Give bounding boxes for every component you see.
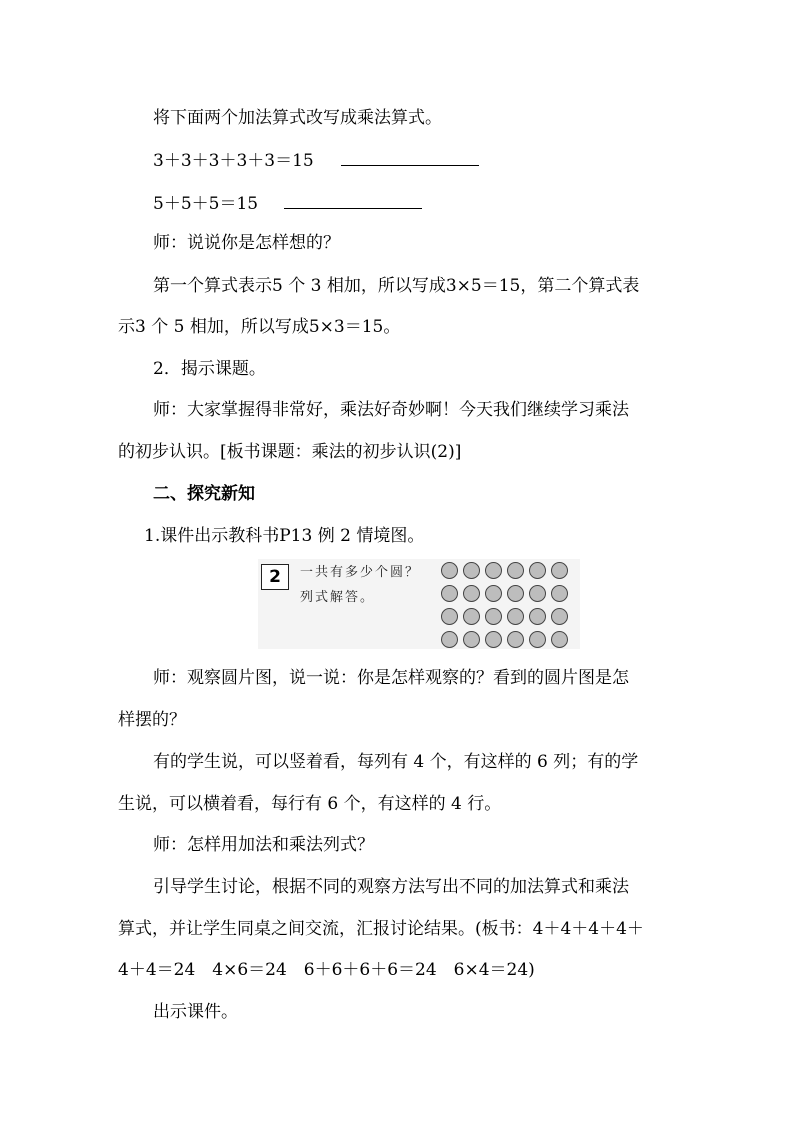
figure-number: 2 <box>261 564 289 590</box>
line-student-2: 生说，可以横着看，每行有 6 个，有这样的 4 行。 <box>118 794 502 814</box>
example-figure <box>258 559 580 649</box>
circle-dot <box>485 608 502 625</box>
equation-row-1 <box>153 149 479 172</box>
circle-dot <box>551 562 568 579</box>
answer-blank-2 <box>284 192 422 209</box>
answer-blank-1 <box>341 149 479 166</box>
line-observe-2: 样摆的？ <box>118 710 186 730</box>
circle-dot <box>507 585 524 602</box>
circle-dot <box>485 585 502 602</box>
circle-dot <box>485 631 502 648</box>
circle-dot <box>463 585 480 602</box>
line-guide-2: 算式，并让学生同桌之间交流，汇报讨论结果。(板书：4＋4＋4＋4＋ <box>118 919 644 939</box>
circle-dot <box>441 562 458 579</box>
line-explanation-2: 示3 个 5 相加，所以写成5×3＝15。 <box>118 317 401 337</box>
line-courseware: 1.课件出示教科书P13 例 2 情境图。 <box>144 526 425 546</box>
figure-question: 一共有多少个圆？ <box>300 565 421 580</box>
circle-dot <box>529 631 546 648</box>
line-observe-1: 师：观察圆片图，说一说：你是怎样观察的？看到的圆片图是怎 <box>153 668 629 688</box>
line-explanation-1: 第一个算式表示5 个 3 相加，所以写成3×5＝15，第二个算式表 <box>153 276 640 296</box>
line-teacher-praise-2: 的初步认识。[板书课题：乘法的初步认识(2)] <box>118 442 462 462</box>
circle-dot <box>551 631 568 648</box>
equation-row-2 <box>153 192 422 215</box>
line-show-courseware: 出示课件。 <box>153 1002 238 1022</box>
circle-dot <box>441 608 458 625</box>
line-teacher-how: 师：怎样用加法和乘法列式？ <box>153 835 374 855</box>
circle-dot <box>463 631 480 648</box>
equation-2: 5＋5＋5＝15 <box>153 194 259 214</box>
line-instruction: 将下面两个加法算式改写成乘法算式。 <box>153 108 442 128</box>
circle-dot <box>551 608 568 625</box>
line-teacher-praise-1: 师：大家掌握得非常好，乘法好奇妙啊！今天我们继续学习乘法 <box>153 400 629 420</box>
line-reveal-topic: 2．揭示课题。 <box>153 359 266 379</box>
circle-dot <box>507 631 524 648</box>
equation-1: 3＋3＋3＋3＋3＝15 <box>153 151 314 171</box>
line-student-1: 有的学生说，可以竖着看，每列有 4 个，有这样的 6 列；有的学 <box>153 752 639 772</box>
circle-dot <box>463 562 480 579</box>
circle-dot <box>507 562 524 579</box>
circle-dot <box>529 608 546 625</box>
circle-dot <box>463 608 480 625</box>
line-guide-1: 引导学生讨论，根据不同的观察方法写出不同的加法算式和乘法 <box>153 877 629 897</box>
section-heading: 二、探究新知 <box>153 484 255 504</box>
line-guide-3: 4＋4＝24 4×6＝24 6＋6＋6＋6＝24 6×4＝24) <box>118 960 535 980</box>
circle-grid <box>441 562 568 648</box>
circle-dot <box>507 608 524 625</box>
circle-dot <box>529 585 546 602</box>
line-teacher-question: 师：说说你是怎样想的？ <box>153 233 340 253</box>
circle-dot <box>441 585 458 602</box>
circle-dot <box>485 562 502 579</box>
circle-dot <box>441 631 458 648</box>
circle-dot <box>551 585 568 602</box>
figure-instruction: 列式解答。 <box>300 590 376 605</box>
circle-dot <box>529 562 546 579</box>
